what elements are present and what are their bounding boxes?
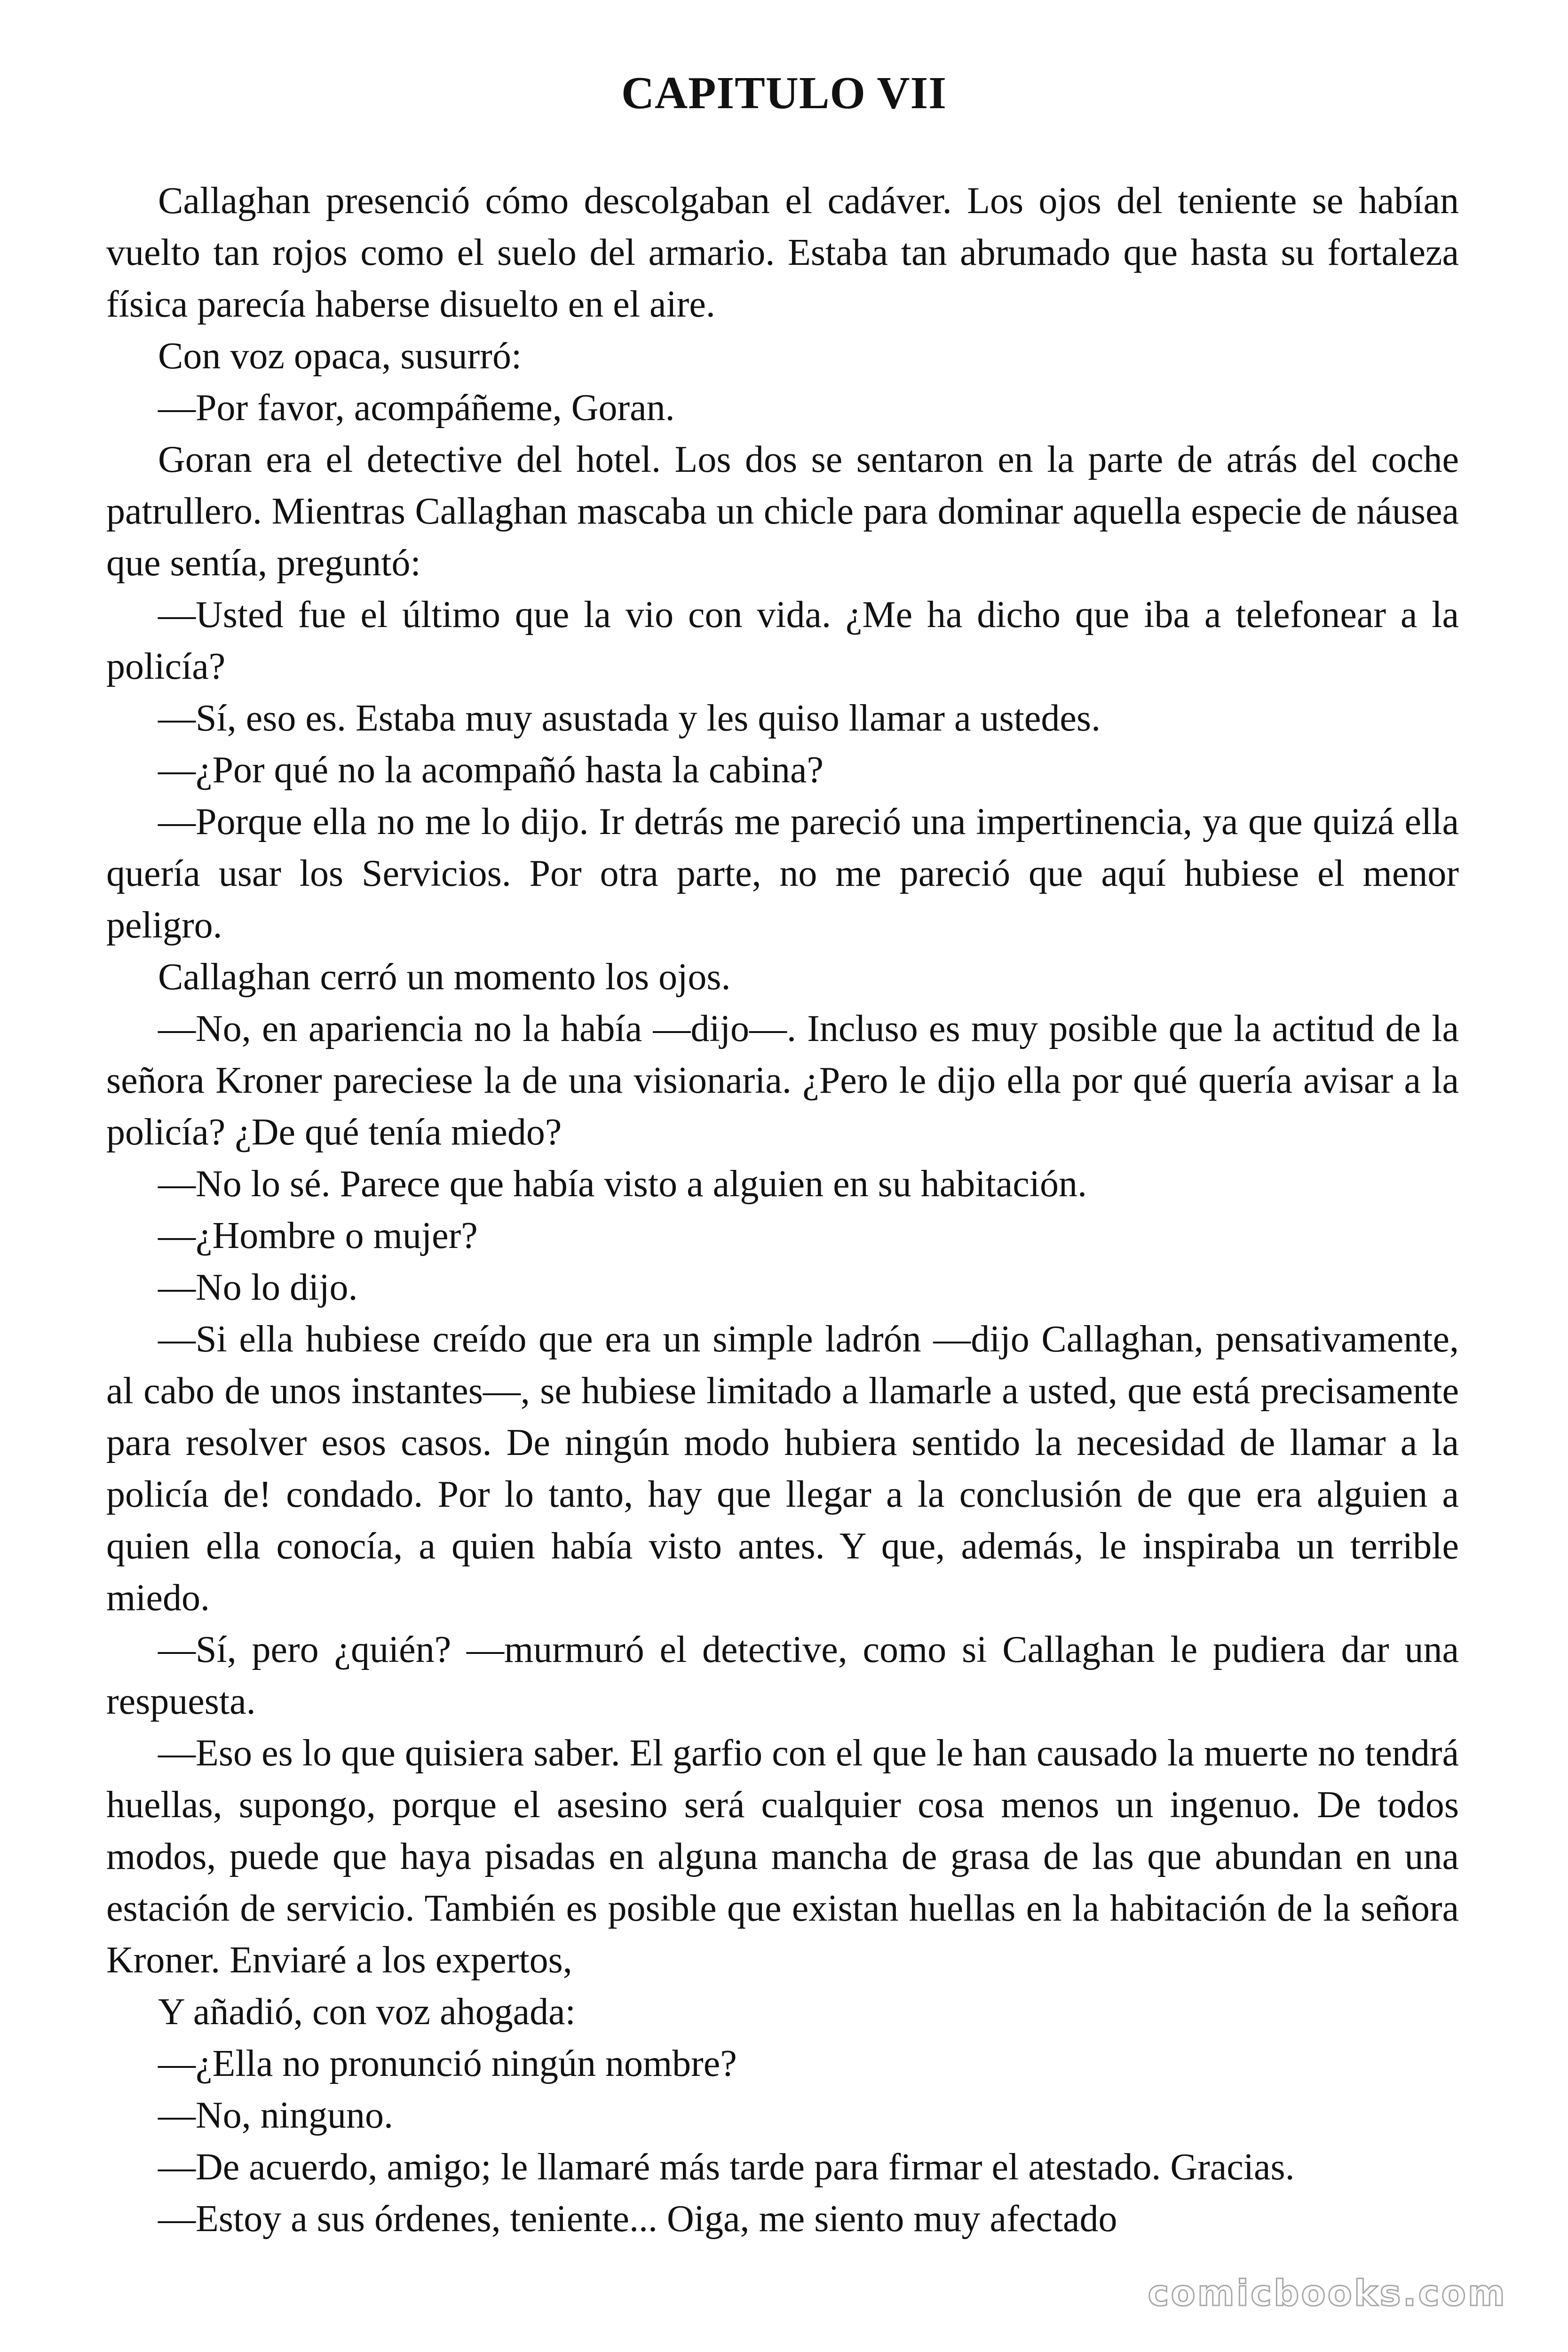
- paragraph: Callaghan presenció cómo descolgaban el cadáver. Los ojos del teniente se habían vuelto tan rojos como el suelo del armario. Estaba tan abrumado que hasta su fortaleza física parecía haberse disuelto en el aire.: [106, 180, 1459, 325]
- watermark: comicbooks.com: [1148, 2272, 1507, 2314]
- paragraph: —Por favor, acompáñeme, Goran.: [158, 387, 675, 429]
- paragraph: —Sí, eso es. Estaba muy asustada y les quiso llamar a ustedes.: [158, 698, 1101, 739]
- paragraph: —¿Por qué no la acompañó hasta la cabina?: [158, 749, 824, 791]
- paragraph: —Porque ella no me lo dijo. Ir detrás me pareció una impertinencia, ya que quizá ella quería usar los Servicios. Por otra parte, no me pareció que aquí hubiese el menor peligro.: [106, 801, 1459, 946]
- paragraph: —No, ninguno.: [158, 2095, 393, 2136]
- paragraph: —Eso es lo que quisiera saber. El garfio con el que le han causado la muerte no tendrá huellas, supongo, porque el asesino será cualquier cosa menos un ingenuo. De todos modos, puede que haya pisadas en alguna mancha de grasa de las que abundan en una estación de servicio. También es posible que existan huellas en la habitación de la señora Kroner. Enviaré a los expertos,: [106, 1732, 1459, 1981]
- chapter-body: [106, 175, 1459, 2245]
- paragraph: Goran era el detective del hotel. Los dos se sentaron en la parte de atrás del coche patrullero. Mientras Callaghan mascaba un chicle para dominar aquella especie de náusea que sentía, preguntó:: [106, 439, 1459, 584]
- paragraph: —¿Hombre o mujer?: [158, 1215, 478, 1256]
- paragraph: Callaghan cerró un momento los ojos.: [158, 956, 731, 998]
- paragraph: —No lo sé. Parece que había visto a alguien en su habitación.: [158, 1163, 1087, 1205]
- paragraph: Con voz opaca, susurró:: [158, 335, 522, 377]
- chapter-title: CAPITULO VII: [621, 68, 947, 118]
- paragraph: —Si ella hubiese creído que era un simple ladrón —dijo Callaghan, pensativamente, al cabo de unos instantes—, se hubiese limitado a llamarle a usted, que está precisamente para resolver esos casos. De ningún modo hubiera sentido la necesidad de llamar a la policía de! condado. Por lo tanto, hay que llegar a la conclusión de que era alguien a quien ella conocía, a quien había visto antes. Y que, además, le inspiraba un terrible miedo.: [106, 1319, 1459, 1619]
- paragraph: Y añadió, con voz ahogada:: [158, 1991, 576, 2033]
- paragraph: —De acuerdo, amigo; le llamaré más tarde para firmar el atestado. Gracias.: [158, 2146, 1295, 2188]
- paragraph: —¿Ella no pronunció ningún nombre?: [158, 2043, 737, 2084]
- paragraph: —No, en apariencia no la había —dijo—. Incluso es muy posible que la actitud de la señora Kroner pareciese la de una visionaria. ¿Pero le dijo ella por qué quería avisar a la policía? ¿De qué tenía miedo?: [106, 1008, 1459, 1153]
- paragraph: —Usted fue el último que la vio con vida. ¿Me ha dicho que iba a telefonear a la policía?: [106, 594, 1459, 687]
- paragraph: —Estoy a sus órdenes, teniente... Oiga, me siento muy afectado: [158, 2198, 1117, 2240]
- paragraph: —No lo dijo.: [158, 1267, 358, 1308]
- paragraph: —Sí, pero ¿quién? —murmuró el detective, como si Callaghan le pudiera dar una respuesta.: [106, 1629, 1459, 1722]
